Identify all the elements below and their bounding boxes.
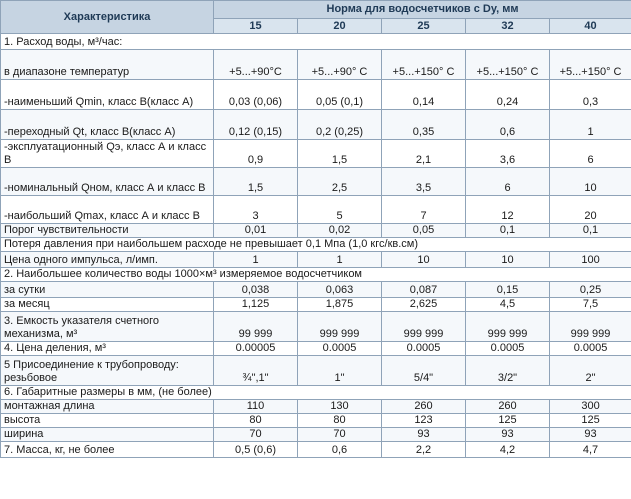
table-row (1, 298, 631, 312)
value-cell-dy20: 0,05 (0,1) (298, 80, 382, 110)
value-cell-dy15: 0,12 (0,15) (214, 110, 298, 140)
value-cell-dy25: 2,625 (382, 298, 466, 312)
value-cell-dy20: 0,02 (298, 224, 382, 238)
table-row (1, 196, 631, 224)
value-cell-dy15: 0.00005 (214, 342, 298, 356)
value-cell-dy15: 70 (214, 428, 298, 442)
section-row (1, 386, 631, 400)
value-cell-dy25: 5/4" (382, 356, 466, 386)
dy-header-20: 20 (298, 19, 382, 34)
value-cell-dy32: 260 (466, 400, 550, 414)
section-label: 1. Расход воды, м³/час: (1, 34, 631, 50)
value-cell-dy15: 0,5 (0,6) (214, 442, 298, 458)
value-cell-dy40: 125 (550, 414, 631, 428)
value-cell-dy15: 1,125 (214, 298, 298, 312)
row-label: -наименьший Qmin, класс В(класс А) (1, 80, 214, 110)
row-label: 4. Цена деления, м³ (1, 342, 214, 356)
value-cell-dy32: 999 999 (466, 312, 550, 342)
value-cell-dy25: 7 (382, 196, 466, 224)
value-cell-dy25: 999 999 (382, 312, 466, 342)
table-row (1, 414, 631, 428)
value-cell-dy20: 1 (298, 252, 382, 268)
value-cell-dy40: 300 (550, 400, 631, 414)
characteristic-header: Характеристика (1, 1, 214, 34)
table-row (1, 80, 631, 110)
value-cell-dy40: 20 (550, 196, 631, 224)
value-cell-dy40: 0.0005 (550, 342, 631, 356)
value-cell-dy25: 0,35 (382, 110, 466, 140)
value-cell-dy25: 123 (382, 414, 466, 428)
dy-header-25: 25 (382, 19, 466, 34)
value-cell-dy40: +5...+150° C (550, 50, 631, 80)
value-cell-dy20: 80 (298, 414, 382, 428)
value-cell-dy15: ¾",1" (214, 356, 298, 386)
value-cell-dy32: 0.0005 (466, 342, 550, 356)
value-cell-dy20: 5 (298, 196, 382, 224)
value-cell-dy25: 260 (382, 400, 466, 414)
value-cell-dy32: 0,15 (466, 282, 550, 298)
value-cell-dy20: 999 999 (298, 312, 382, 342)
table-row (1, 312, 631, 342)
value-cell-dy32: 6 (466, 168, 550, 196)
section-label: Потеря давления при наибольшем расходе не превышает 0,1 Мпа (1,0 кгс/кв.см) (1, 238, 631, 252)
value-cell-dy40: 1 (550, 110, 631, 140)
value-cell-dy32: 4,5 (466, 298, 550, 312)
value-cell-dy15: 1 (214, 252, 298, 268)
value-cell-dy40: 7,5 (550, 298, 631, 312)
value-cell-dy32: 125 (466, 414, 550, 428)
row-label: Цена одного импульса, л/имп. (1, 252, 214, 268)
value-cell-dy15: 80 (214, 414, 298, 428)
dy-header-15: 15 (214, 19, 298, 34)
value-cell-dy25: +5...+150° C (382, 50, 466, 80)
value-cell-dy20: 70 (298, 428, 382, 442)
table-row (1, 400, 631, 414)
value-cell-dy20: 2,5 (298, 168, 382, 196)
table-row (1, 50, 631, 80)
table-body (1, 34, 631, 458)
value-cell-dy32: 12 (466, 196, 550, 224)
value-cell-dy40: 4,7 (550, 442, 631, 458)
value-cell-dy20: +5...+90° C (298, 50, 382, 80)
value-cell-dy32: 10 (466, 252, 550, 268)
dy-header-40: 40 (550, 19, 631, 34)
value-cell-dy20: 1,875 (298, 298, 382, 312)
value-cell-dy25: 2,2 (382, 442, 466, 458)
value-cell-dy15: +5...+90°C (214, 50, 298, 80)
row-label: -номинальный Qном, класс А и класс В (1, 168, 214, 196)
row-label: за сутки (1, 282, 214, 298)
section-row (1, 34, 631, 50)
value-cell-dy32: 3/2" (466, 356, 550, 386)
value-cell-dy40: 0,1 (550, 224, 631, 238)
table-row (1, 356, 631, 386)
row-label: -переходный Qt, класс В(класс А) (1, 110, 214, 140)
value-cell-dy20: 0.0005 (298, 342, 382, 356)
value-cell-dy25: 10 (382, 252, 466, 268)
section-label: 2. Наибольшее количество воды 1000×м³ измеряемое водосчетчиком (1, 268, 631, 282)
value-cell-dy15: 3 (214, 196, 298, 224)
value-cell-dy40: 0,25 (550, 282, 631, 298)
row-label: 7. Масса, кг, не более (1, 442, 214, 458)
row-label: -наибольший Qmax, класс А и класс В (1, 196, 214, 224)
row-label: монтажная длина (1, 400, 214, 414)
value-cell-dy15: 1,5 (214, 168, 298, 196)
value-cell-dy40: 999 999 (550, 312, 631, 342)
value-cell-dy40: 100 (550, 252, 631, 268)
value-cell-dy15: 0,01 (214, 224, 298, 238)
value-cell-dy32: 3,6 (466, 140, 550, 168)
value-cell-dy20: 0,063 (298, 282, 382, 298)
row-label: -эксплуатационный Qэ, класс А и класс В (1, 140, 214, 168)
table-row (1, 252, 631, 268)
row-label: Порог чувствительности (1, 224, 214, 238)
row-label: 3. Емкость указателя счетного механизма, м³ (1, 312, 214, 342)
value-cell-dy15: 110 (214, 400, 298, 414)
section-row (1, 268, 631, 282)
row-label: высота (1, 414, 214, 428)
value-cell-dy25: 0,087 (382, 282, 466, 298)
value-cell-dy32: 0,24 (466, 80, 550, 110)
value-cell-dy40: 93 (550, 428, 631, 442)
value-cell-dy32: 4,2 (466, 442, 550, 458)
table-row (1, 428, 631, 442)
value-cell-dy15: 0,9 (214, 140, 298, 168)
value-cell-dy15: 0,03 (0,06) (214, 80, 298, 110)
value-cell-dy32: 93 (466, 428, 550, 442)
table-row (1, 282, 631, 298)
value-cell-dy20: 1,5 (298, 140, 382, 168)
value-cell-dy20: 0,6 (298, 442, 382, 458)
value-cell-dy20: 0,2 (0,25) (298, 110, 382, 140)
value-cell-dy32: 0,1 (466, 224, 550, 238)
value-cell-dy40: 0,3 (550, 80, 631, 110)
table-row (1, 342, 631, 356)
value-cell-dy15: 99 999 (214, 312, 298, 342)
value-cell-dy25: 0,05 (382, 224, 466, 238)
dy-header-32: 32 (466, 19, 550, 34)
value-cell-dy40: 2" (550, 356, 631, 386)
value-cell-dy40: 10 (550, 168, 631, 196)
value-cell-dy25: 93 (382, 428, 466, 442)
section-label: 6. Габаритные размеры в мм, (не более) (1, 386, 631, 400)
row-label: в диапазоне температур (1, 50, 214, 80)
value-cell-dy32: +5...+150° C (466, 50, 550, 80)
table-row (1, 442, 631, 458)
value-cell-dy25: 2,1 (382, 140, 466, 168)
table-row (1, 110, 631, 140)
table-row (1, 140, 631, 168)
row-label: 5 Присоединение к трубопроводу: резьбовое (1, 356, 214, 386)
value-cell-dy15: 0,038 (214, 282, 298, 298)
value-cell-dy40: 6 (550, 140, 631, 168)
table-row (1, 224, 631, 238)
section-row (1, 238, 631, 252)
value-cell-dy25: 0.0005 (382, 342, 466, 356)
value-cell-dy25: 3,5 (382, 168, 466, 196)
value-cell-dy32: 0,6 (466, 110, 550, 140)
value-cell-dy20: 1" (298, 356, 382, 386)
value-cell-dy20: 130 (298, 400, 382, 414)
table-row (1, 168, 631, 196)
value-cell-dy25: 0,14 (382, 80, 466, 110)
row-label: ширина (1, 428, 214, 442)
norm-header: Норма для водосчетчиков с Dy, мм (214, 1, 631, 19)
row-label: за месяц (1, 298, 214, 312)
